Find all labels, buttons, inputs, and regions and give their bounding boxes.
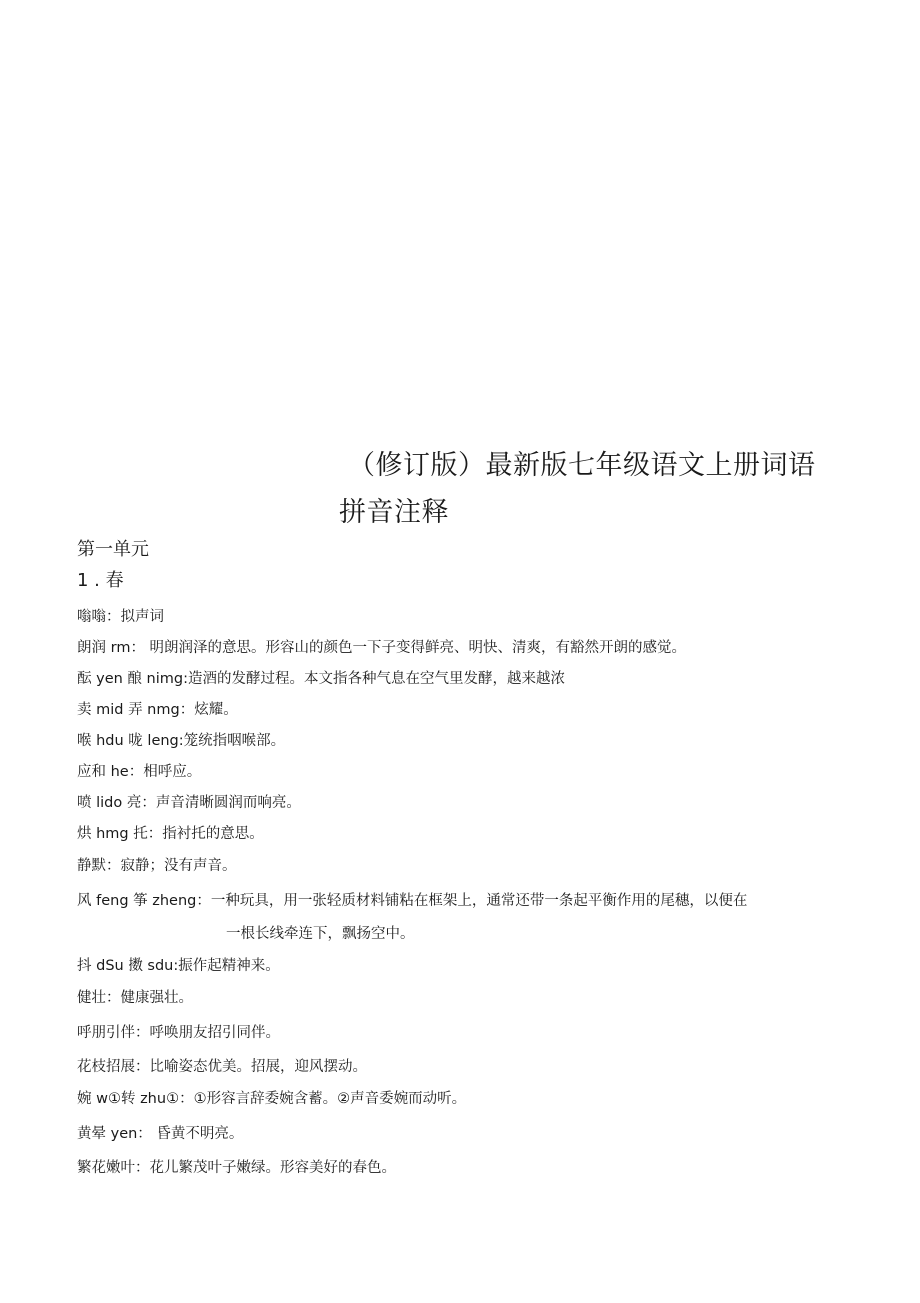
vocab-entry-jingmo: 静默：寂静；没有声音。 [77, 858, 237, 874]
vocab-entry-wengweng: 嗡嗡：拟声词 [77, 609, 164, 625]
vocab-entry-yinghe: 应和 he：相呼应。 [77, 764, 202, 780]
vocab-entry-wanzhuan: 婉 w①转 zhu①：①形容言辞委婉含蓄。②声音委婉而动听。 [77, 1091, 467, 1107]
lesson-heading: 1 . 春 [77, 570, 124, 591]
document-title-line-1: （修订版）最新版七年级语文上册词语 [348, 450, 816, 481]
vocab-entry-yunniang: 酝 yen 酿 nimg:造酒的发酵过程。本文指各种气息在空气里发酵，越来越浓 [77, 671, 565, 687]
document-title-line-2: 拼音注释 [339, 497, 449, 528]
vocab-entry-fengzheng: 风 feng 筝 zheng：一种玩具，用一张轻质材料铺粘在框架上，通常还带一条起平衡作用的尾穗，以便在 [77, 893, 748, 909]
vocab-entry-liaoliang: 喷 lido 亮：声音清晰圆润而响亮。 [77, 795, 301, 811]
vocab-entry-langrun: 朗润 rm： 明朗润泽的意思。形容山的颜色一下子变得鲜亮、明快、清爽，有豁然开朗的感觉。 [77, 640, 687, 656]
unit-heading: 第一单元 [77, 539, 149, 560]
vocab-entry-mainong: 卖 mid 弄 nmg：炫耀。 [77, 702, 238, 718]
vocab-entry-huazhizhaozhan: 花枝招展：比喻姿态优美。招展，迎风摆动。 [77, 1059, 367, 1075]
vocab-entry-fengzheng-continued: 一根长线牵连下，飘扬空中。 [226, 926, 415, 942]
vocab-entry-dousou: 抖 dSu 擞 sdu:振作起精神来。 [77, 958, 280, 974]
vocab-entry-houlong: 喉 hdu 咙 leng:笼统指咽喉部。 [77, 733, 286, 749]
vocab-entry-jianzhuang: 健壮：健康强壮。 [77, 990, 193, 1006]
vocab-entry-fanhuanenye: 繁花嫩叶：花儿繁茂叶子嫩绿。形容美好的春色。 [77, 1160, 396, 1176]
vocab-entry-huangyun: 黄晕 yen： 昏黄不明亮。 [77, 1126, 244, 1142]
vocab-entry-hupengyinban: 呼朋引伴：呼唤朋友招引同伴。 [77, 1025, 280, 1041]
vocab-entry-hongtuo: 烘 hmg 托：指衬托的意思。 [77, 826, 264, 842]
